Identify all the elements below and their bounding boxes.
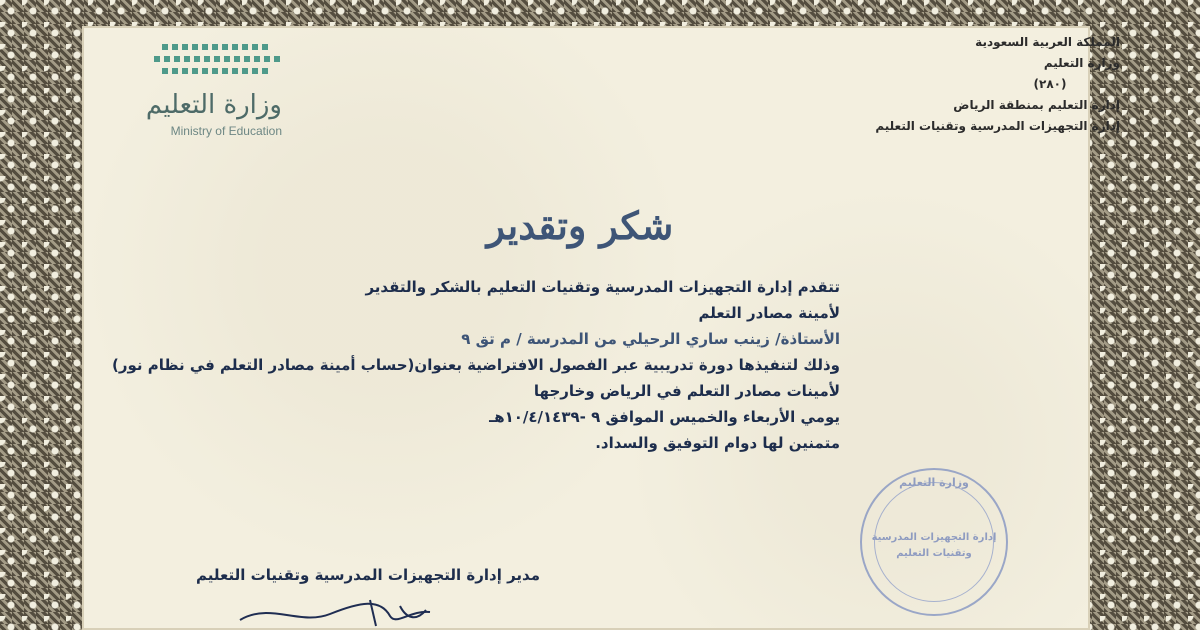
header-department: إدارة التعليم بمنطقة الرياض xyxy=(953,98,1120,112)
header-country: المملكة العربية السعودية xyxy=(975,35,1120,49)
logo-english-text: Ministry of Education xyxy=(170,124,282,138)
stamp-top-text: وزارة التعليم xyxy=(899,476,969,489)
header-ministry: وزارة التعليم xyxy=(1043,56,1120,70)
logo-arabic-text: وزارة التعليم xyxy=(145,90,282,120)
header-number: (٢٨٠) xyxy=(1033,77,1067,91)
body-line-2: لأمينة مصادر التعلم xyxy=(698,304,840,322)
official-stamp xyxy=(860,468,1008,616)
body-line-3: الأستاذة/ زينب ساري الرحيلي من المدرسة / م تق ٩ xyxy=(461,330,840,348)
body-line-4: وذلك لتنفيذها دورة تدريبية عبر الفصول الافتراضية بعنوان(حساب أمينة مصادر التعلم في نظام نور) xyxy=(112,356,840,374)
signatory-title: مدير إدارة التجهيزات المدرسية وتقنيات التعليم xyxy=(196,566,540,584)
ministry-logo xyxy=(92,42,282,142)
body-line-6: يومي الأربعاء والخميس الموافق ٩ -١٠/٤/١٤٣٩هـ xyxy=(489,408,840,426)
stamp-line-2: وتقنيات التعليم xyxy=(896,548,972,559)
header-subdepartment: إدارة التجهيزات المدرسية وتقنيات التعليم xyxy=(875,119,1120,133)
certificate-body xyxy=(112,274,840,456)
body-line-5: لأمينات مصادر التعلم في الرياض وخارجها xyxy=(533,382,840,400)
header-block xyxy=(800,32,1120,137)
stamp-line-1: إدارة التجهيزات المدرسية xyxy=(871,532,997,543)
handwritten-signature xyxy=(230,592,450,630)
body-line-7: متمنين لها دوام التوفيق والسداد. xyxy=(595,434,840,452)
body-line-1: تتقدم إدارة التجهيزات المدرسية وتقنيات التعليم بالشكر والتقدير xyxy=(365,278,840,296)
certificate-title: شكر وتقدير xyxy=(486,203,674,248)
ministry-of-education-logo-icon xyxy=(152,42,282,84)
